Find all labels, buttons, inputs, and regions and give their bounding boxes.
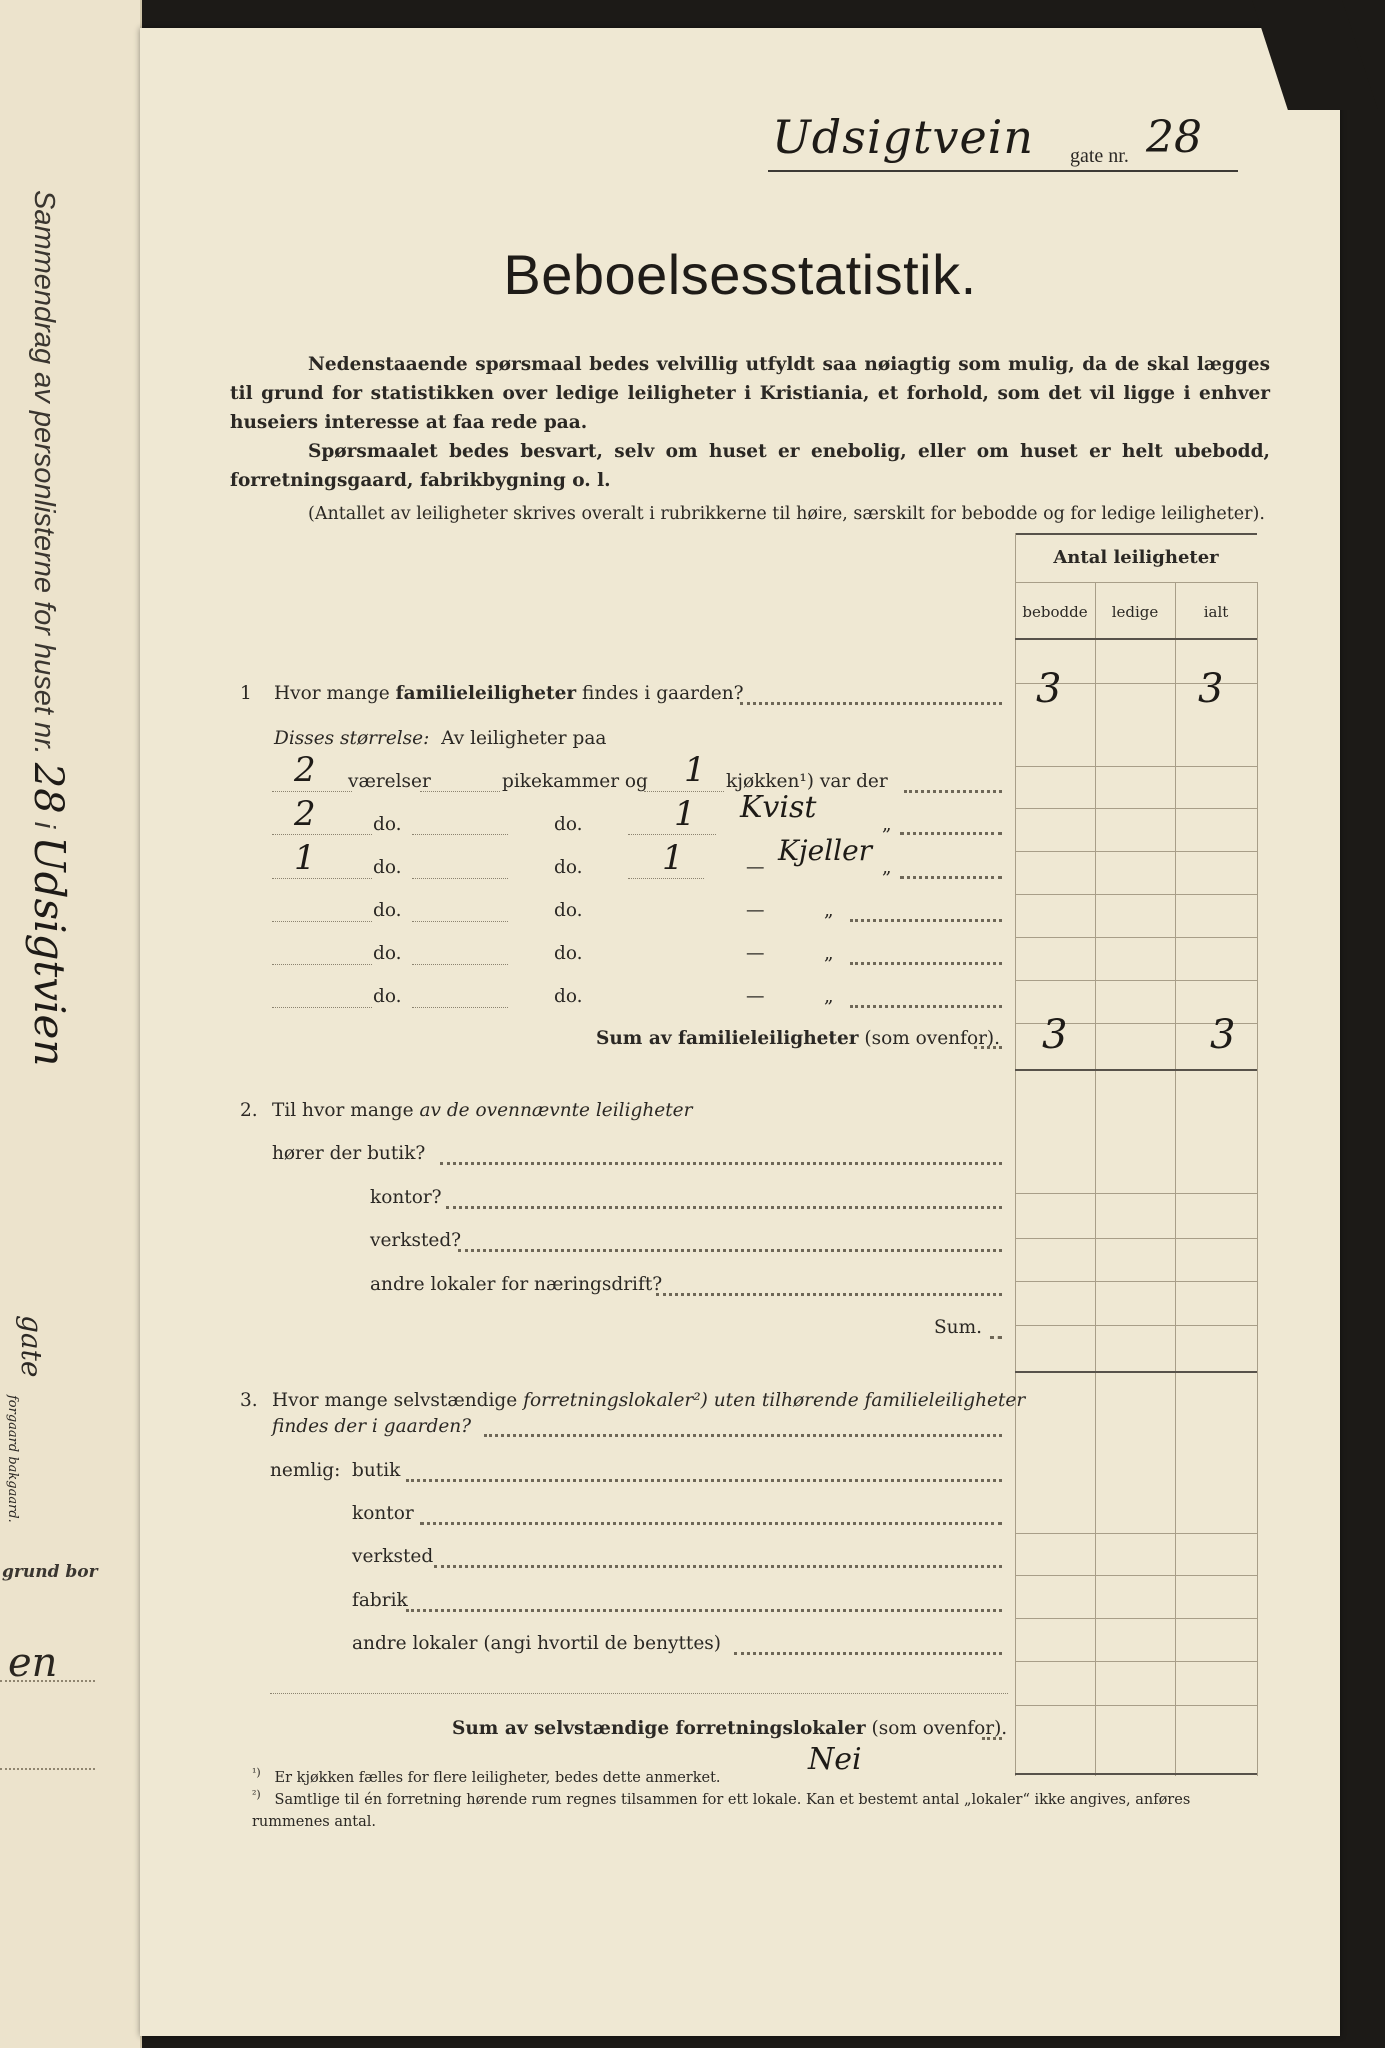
row4-ditto: „: [824, 900, 834, 921]
intro-paragraph-3: (Antallet av leiligheter skrives overalt i rubrikkerne til høire, særskilt for bebodde og for ledige leiligheter).: [308, 504, 1265, 524]
table-title: Antal leiligheter: [1053, 547, 1219, 568]
facing-page: [0, 0, 142, 2048]
row4-do1: do.: [373, 900, 402, 921]
vertical-i: i: [28, 821, 60, 829]
q3-number: 3.: [240, 1390, 258, 1411]
q3-question-cont: findes der i gaarden?: [272, 1416, 472, 1437]
gate-nr-label: gate nr.: [1070, 145, 1129, 167]
q2-kontor: kontor?: [370, 1187, 442, 1208]
vertical-gate: gate: [15, 1315, 48, 1378]
row3-ditto: „: [882, 857, 892, 878]
row1-rooms-hw: 2: [294, 750, 316, 790]
form-page: [140, 28, 1340, 2036]
q2-question: Til hvor mange av de ovennævnte leiligheter: [272, 1100, 693, 1121]
q2-sum: Sum.: [934, 1317, 983, 1338]
intro-text: [230, 350, 1270, 495]
row1-kjokken: kjøkken¹) var der: [726, 771, 888, 792]
intro-paragraph-1: Nedenstaaende spørsmaal bedes velvillig utfyldt saa nøiagtig som mulig, da de skal lægges til grund for statistikken over ledige leiligheter i Kristiania, et forhold, som det vil ligge i enhver huseiers interesse at faa rede paa.: [230, 354, 1270, 433]
vertical-text: Sammendrag av personlisterne for huset nr.: [28, 190, 60, 755]
q1-number: 1: [240, 683, 252, 704]
q3-nemlig: nemlig:: [270, 1460, 341, 1481]
house-number-hw: 28: [1146, 112, 1202, 163]
q1-sum-label: Sum av familieleiligheter (som ovenfor).: [596, 1028, 1001, 1049]
row2-rooms-hw: 2: [294, 794, 316, 834]
row2-kitchen-hw: 1: [674, 794, 696, 834]
q2-butik: hører der butik?: [272, 1143, 426, 1164]
intro-note: [230, 500, 1270, 528]
col-bebodde: bebodde: [1022, 603, 1088, 621]
sizes-line: Disses størrelse: Av leiligheter paa: [274, 728, 607, 749]
row3-do1: do.: [373, 857, 402, 878]
row4-do2: do.: [554, 900, 583, 921]
row1-pikekammer: pikekammer og: [502, 771, 648, 792]
row5-dash: —: [746, 943, 765, 964]
q3-kontor: kontor: [352, 1503, 414, 1524]
q3-andre: andre lokaler (angi hvortil de benyttes): [352, 1633, 721, 1654]
left-dotted-line: [0, 1680, 95, 1682]
q3-verksted: verksted: [352, 1546, 434, 1567]
footnote-2: $^{^2)}$ Samtlige til én forretning hørende rum regnes tilsammen for ett lokale. Kan et bestemt antal „lokaler“ ikke angives, anføres rummenes antal.: [252, 1788, 1191, 1830]
q3-fabrik: fabrik: [352, 1590, 408, 1611]
row2-kvist-hw: Kvist: [740, 790, 817, 825]
hw-left-bottom: en: [8, 1640, 58, 1686]
row3-rooms-hw: 1: [294, 838, 316, 878]
answer-grid: [1015, 533, 1257, 1776]
row6-do2: do.: [554, 986, 583, 1007]
q3-question: Hvor mange selvstændige forretningslokaler²) uten tilhørende familieleiligheter: [272, 1390, 1026, 1411]
grund-bor-label: grund bor: [2, 1562, 98, 1582]
q1-ialt-value: 3: [1198, 666, 1224, 712]
row5-do2: do.: [554, 943, 583, 964]
street-name-hw: Udsigtvein: [772, 110, 1035, 164]
row3-dash: —: [746, 857, 765, 878]
torn-corner: [1252, 0, 1378, 110]
row6-dash: —: [746, 986, 765, 1007]
forgaard-bakgaard: [5, 1395, 20, 1523]
bakgaard-label: bakgaard.: [5, 1456, 20, 1523]
col-ledige: ledige: [1111, 603, 1159, 621]
vertical-hw-number: 28: [25, 762, 71, 814]
q1-question: Hvor mange familieleiligheter findes i gaarden?: [274, 683, 744, 704]
row5-ditto: „: [824, 943, 834, 964]
q1-sum-bebodde: 3: [1042, 1012, 1068, 1058]
intro-paragraph-2: Spørsmaalet bedes besvart, selv om huset er enebolig, eller om huset er helt ubebodd, forretningsgaard, fabrikbygning o. l.: [230, 441, 1270, 491]
q3-hw-nei: Nei: [808, 1742, 862, 1777]
left-dotted-line: [0, 1768, 95, 1770]
row2-ditto: „: [882, 814, 892, 835]
row6-ditto: „: [824, 986, 834, 1007]
row1-vaerelser: værelser: [348, 771, 431, 792]
row4-dash: —: [746, 900, 765, 921]
vertical-summary-label: [22, 190, 82, 1490]
row1-kitchen-hw: 1: [684, 750, 706, 790]
q3-butik: butik: [352, 1460, 401, 1481]
row5-do1: do.: [373, 943, 402, 964]
q2-verksted: verksted?: [370, 1230, 462, 1251]
q3-sum-label: Sum av selvstændige forretningslokaler (som ovenfor).: [452, 1718, 1008, 1739]
q2-andre: andre lokaler for næringsdrift?: [370, 1274, 663, 1295]
row3-kitchen-hw: 1: [662, 838, 684, 878]
row3-kjeller-hw: Kjeller: [778, 834, 873, 867]
vertical-hw-street: Udsigtvien: [25, 836, 74, 1067]
q2-number: 2.: [240, 1100, 258, 1121]
row2-do2: do.: [554, 814, 583, 835]
row6-do1: do.: [373, 986, 402, 1007]
q1-sum-ialt: 3: [1210, 1012, 1236, 1058]
street-underline: [768, 170, 1238, 172]
col-ialt: ialt: [1203, 603, 1229, 621]
page-title: Beboelsesstatistik.: [503, 243, 977, 306]
forgaard-label: forgaard: [5, 1395, 20, 1453]
q1-bebodde-value: 3: [1036, 666, 1062, 712]
footnote-1: $^{^1)}$ Er kjøkken fælles for flere leiligheter, bedes dette anmerket.: [252, 1766, 721, 1786]
row3-do2: do.: [554, 857, 583, 878]
row2-do1: do.: [373, 814, 402, 835]
